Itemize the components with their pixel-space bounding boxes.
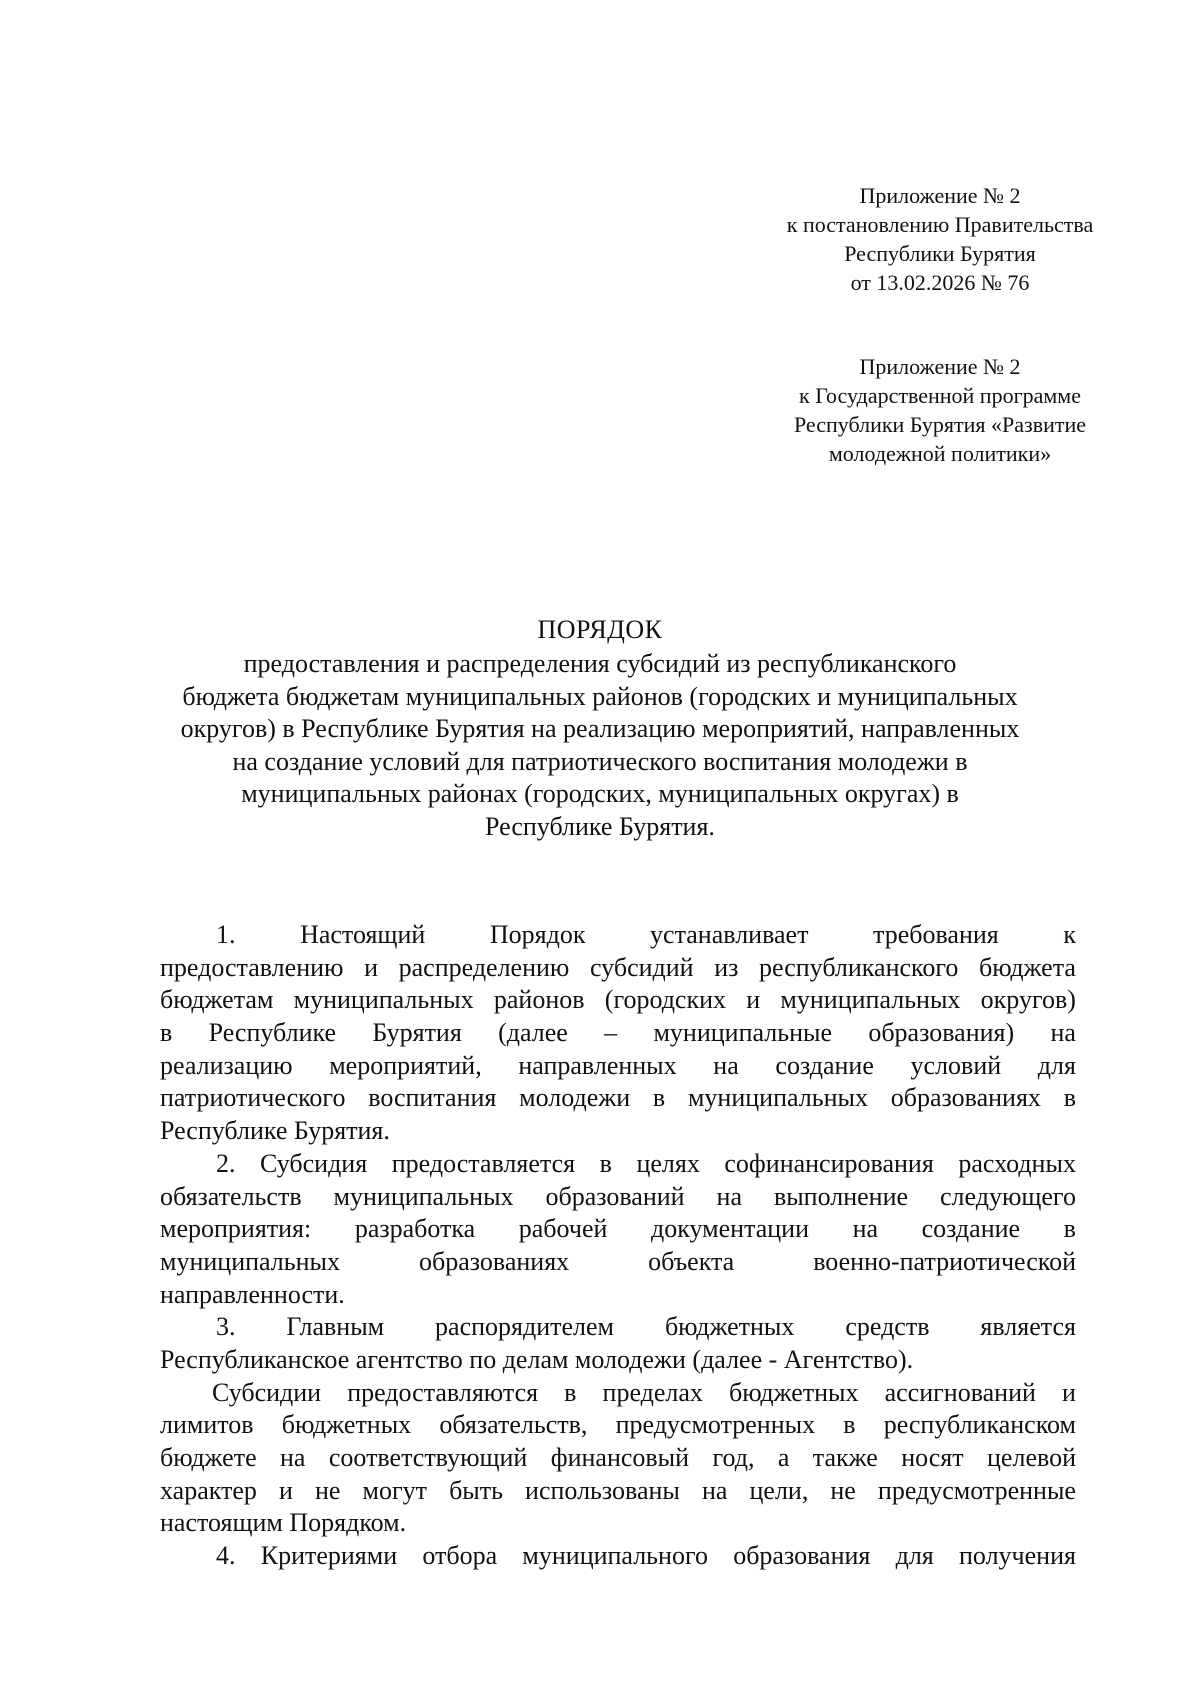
text-word: к (1063, 920, 1076, 949)
text-word: мероприятий, (329, 1050, 482, 1080)
text-word: на (716, 1181, 742, 1211)
annex-line: Приложение № 2 (859, 354, 1021, 379)
text-word: направленных (518, 1050, 677, 1080)
text-line (160, 1409, 1076, 1442)
document-body (160, 919, 1076, 1573)
text-word: получения (959, 1541, 1076, 1571)
text-word: образованиях (419, 1246, 570, 1276)
text-word: Бурятия (372, 1018, 462, 1048)
text-word: требования (873, 920, 999, 949)
text-word: образований (545, 1181, 685, 1211)
text-word: создание (775, 1050, 874, 1080)
text-word: распорядителем (435, 1312, 615, 1342)
text-word: округов) (980, 985, 1076, 1015)
paragraph-1 (160, 919, 1076, 1148)
text-line (160, 1311, 1076, 1344)
text-word: на (1050, 1018, 1076, 1048)
text-word: соответствующий (328, 1443, 528, 1472)
text-word: в (1063, 1214, 1076, 1244)
annex-line: Республики Бурятия (844, 241, 1036, 266)
text-word: муниципальных (687, 1083, 868, 1113)
text-word: образования (733, 1541, 871, 1571)
text-word: патриотического (160, 1083, 346, 1113)
text-word: Критериями (260, 1541, 398, 1571)
annex-line: Республики Бурятия «Развитие (793, 412, 1087, 437)
text-word: 4. (216, 1541, 236, 1571)
text-word: муниципальных (160, 1246, 341, 1276)
text-word: обязательств, (439, 1410, 588, 1440)
text-word: также (812, 1443, 878, 1472)
text-word: муниципальных (293, 985, 474, 1015)
text-word: и (1062, 1377, 1076, 1407)
title-line: муниципальных районах (городских, муниципальных округах) в (241, 779, 959, 808)
text-line (160, 1148, 1076, 1181)
text-word: предусмотренных (615, 1410, 816, 1440)
text-word: целях (636, 1148, 700, 1178)
text-word: для (1037, 1050, 1076, 1080)
title-line: Республике Бурятия. (485, 811, 715, 841)
text-line (160, 1475, 1076, 1508)
text-word: является (980, 1312, 1076, 1342)
text-word: в (843, 1410, 856, 1440)
text-word: в (652, 1083, 666, 1113)
text-line (160, 1017, 1076, 1050)
text-word: мероприятия: (160, 1214, 312, 1244)
text-word: носят (901, 1443, 964, 1472)
annex-header-resolution (740, 181, 1140, 297)
text-line (160, 1050, 1076, 1083)
text-line (160, 1442, 1076, 1475)
annex-header-program (740, 352, 1140, 468)
text-word: Республике (208, 1018, 337, 1048)
text-word: бюджете (160, 1443, 257, 1472)
paragraph-4 (160, 1377, 1076, 1540)
text-word: и (364, 952, 378, 982)
text-word: характер (160, 1475, 257, 1505)
title-line: округов) в Республике Бурятия на реализацию мероприятий, направленных (180, 714, 1020, 743)
text-word: (городских (604, 985, 727, 1015)
text-word: Порядок (489, 920, 586, 949)
text-line (160, 1507, 1076, 1540)
text-word: на (713, 1050, 739, 1080)
text-word: и (279, 1475, 293, 1505)
text-word: Главным (286, 1312, 385, 1342)
text-word: бюджетных (729, 1377, 859, 1407)
text-word: рабочей (518, 1214, 608, 1244)
text-line (160, 1082, 1076, 1115)
title-line: бюджета бюджетам муниципальных районов (городских и муниципальных (182, 681, 1018, 711)
text-line (160, 1246, 1076, 1279)
text-word: муниципальные (653, 1018, 833, 1048)
text-line (160, 1115, 1076, 1148)
title-line: на создание условий для патриотического воспитания молодежи в (232, 746, 968, 776)
text-word: муниципальных (780, 985, 961, 1015)
text-word: муниципальных (333, 1181, 514, 1211)
title-main: ПОРЯДОК (537, 615, 663, 644)
text-word: быть (449, 1475, 503, 1505)
text-word: в (160, 1018, 173, 1048)
text-word: бюджетных (281, 1410, 412, 1440)
text-word: воспитания (368, 1083, 497, 1113)
text-word: год, (712, 1443, 755, 1472)
text-word: предоставляется (391, 1148, 576, 1178)
text-word: на (280, 1443, 306, 1472)
annex-line: молодежной политики» (828, 441, 1052, 466)
text-word: Настоящий (300, 920, 426, 949)
text-word: районов (493, 985, 585, 1015)
text-word: предоставляются (347, 1377, 539, 1407)
text-word: объекта (648, 1246, 735, 1276)
text-word: предусмотренные (877, 1475, 1076, 1505)
text-word: цели, (749, 1475, 809, 1505)
text-word: молодежи (519, 1083, 631, 1113)
text-word: в (599, 1148, 612, 1178)
text-word: 3. (216, 1312, 236, 1342)
text-word: – (604, 1018, 618, 1048)
text-word: Субсидия (260, 1148, 368, 1178)
text-word: (далее (498, 1018, 568, 1048)
text-word: а (777, 1443, 790, 1472)
text-word: Республике Бурятия. (160, 1116, 390, 1146)
text-word: разработка (354, 1214, 476, 1244)
text-line (160, 1540, 1076, 1573)
text-line (160, 1213, 1076, 1246)
text-word: в (564, 1377, 577, 1407)
text-word: создание (921, 1214, 1021, 1244)
text-word: 2. (216, 1148, 236, 1178)
text-line (160, 1344, 1076, 1377)
text-word: бюджета (978, 952, 1076, 982)
paragraph-5 (160, 1540, 1076, 1573)
text-word: не (314, 1475, 341, 1505)
document-title (120, 612, 1080, 843)
text-word: военно-патриотической (813, 1246, 1076, 1276)
text-word: пределах (602, 1377, 703, 1407)
text-line (160, 1181, 1076, 1214)
text-word: отбора (422, 1541, 498, 1571)
text-word: образования) (868, 1018, 1015, 1048)
text-word: настоящим Порядком. (160, 1508, 407, 1538)
text-word: не (830, 1475, 856, 1505)
text-line (160, 919, 1076, 952)
text-word: устанавливает (650, 920, 809, 949)
text-word: следующего (940, 1181, 1076, 1211)
title-line: предоставления и распределения субсидий из республиканского (243, 649, 957, 678)
annex-line: к Государственной программе (799, 383, 1081, 408)
text-word: субсидий (589, 952, 694, 982)
text-line (160, 1377, 1076, 1410)
text-line (160, 1279, 1076, 1312)
text-word: для (895, 1541, 934, 1571)
text-word: ассигнований (884, 1377, 1036, 1407)
text-word: на (701, 1475, 728, 1505)
text-word: образованиях (890, 1083, 1041, 1113)
text-word: республиканского (759, 952, 959, 982)
annex-line: от 13.02.2026 № 76 (850, 270, 1030, 295)
text-word: расходных (958, 1148, 1076, 1178)
text-word: условий (910, 1050, 1002, 1080)
text-word: республиканском (883, 1410, 1076, 1440)
paragraph-3 (160, 1311, 1076, 1376)
text-word: бюджетных (664, 1312, 795, 1342)
text-word: лимитов (160, 1410, 254, 1440)
text-word: в (1063, 1083, 1076, 1113)
text-word: могут (362, 1475, 427, 1505)
text-word: бюджетам (160, 985, 274, 1015)
text-word: направленности. (160, 1279, 345, 1309)
text-word: софинансирования (724, 1148, 934, 1178)
text-word: из (714, 952, 739, 982)
text-word: финансовый (550, 1443, 690, 1472)
text-word: реализацию (160, 1050, 293, 1080)
text-word: целевой (987, 1443, 1076, 1472)
text-word: использованы (525, 1475, 680, 1505)
text-word: муниципального (522, 1541, 708, 1571)
text-line (160, 952, 1076, 985)
text-word: предоставлению (160, 952, 344, 982)
annex-line: к постановлению Правительства (786, 212, 1094, 237)
annex-line: Приложение № 2 (859, 183, 1021, 208)
text-line (160, 984, 1076, 1017)
text-word: средств (845, 1312, 930, 1342)
text-word: 1. (216, 920, 236, 949)
text-word: Республиканское агентство по делам молодежи (далее - Агентство). (160, 1344, 914, 1374)
text-word: обязательств (160, 1181, 302, 1211)
text-word: Субсидии (212, 1377, 322, 1407)
text-word: на (852, 1214, 879, 1244)
text-word: выполнение (773, 1181, 909, 1211)
paragraph-2 (160, 1148, 1076, 1311)
text-word: распределению (398, 952, 570, 982)
text-word: документации (650, 1214, 809, 1244)
text-word: и (746, 985, 761, 1015)
